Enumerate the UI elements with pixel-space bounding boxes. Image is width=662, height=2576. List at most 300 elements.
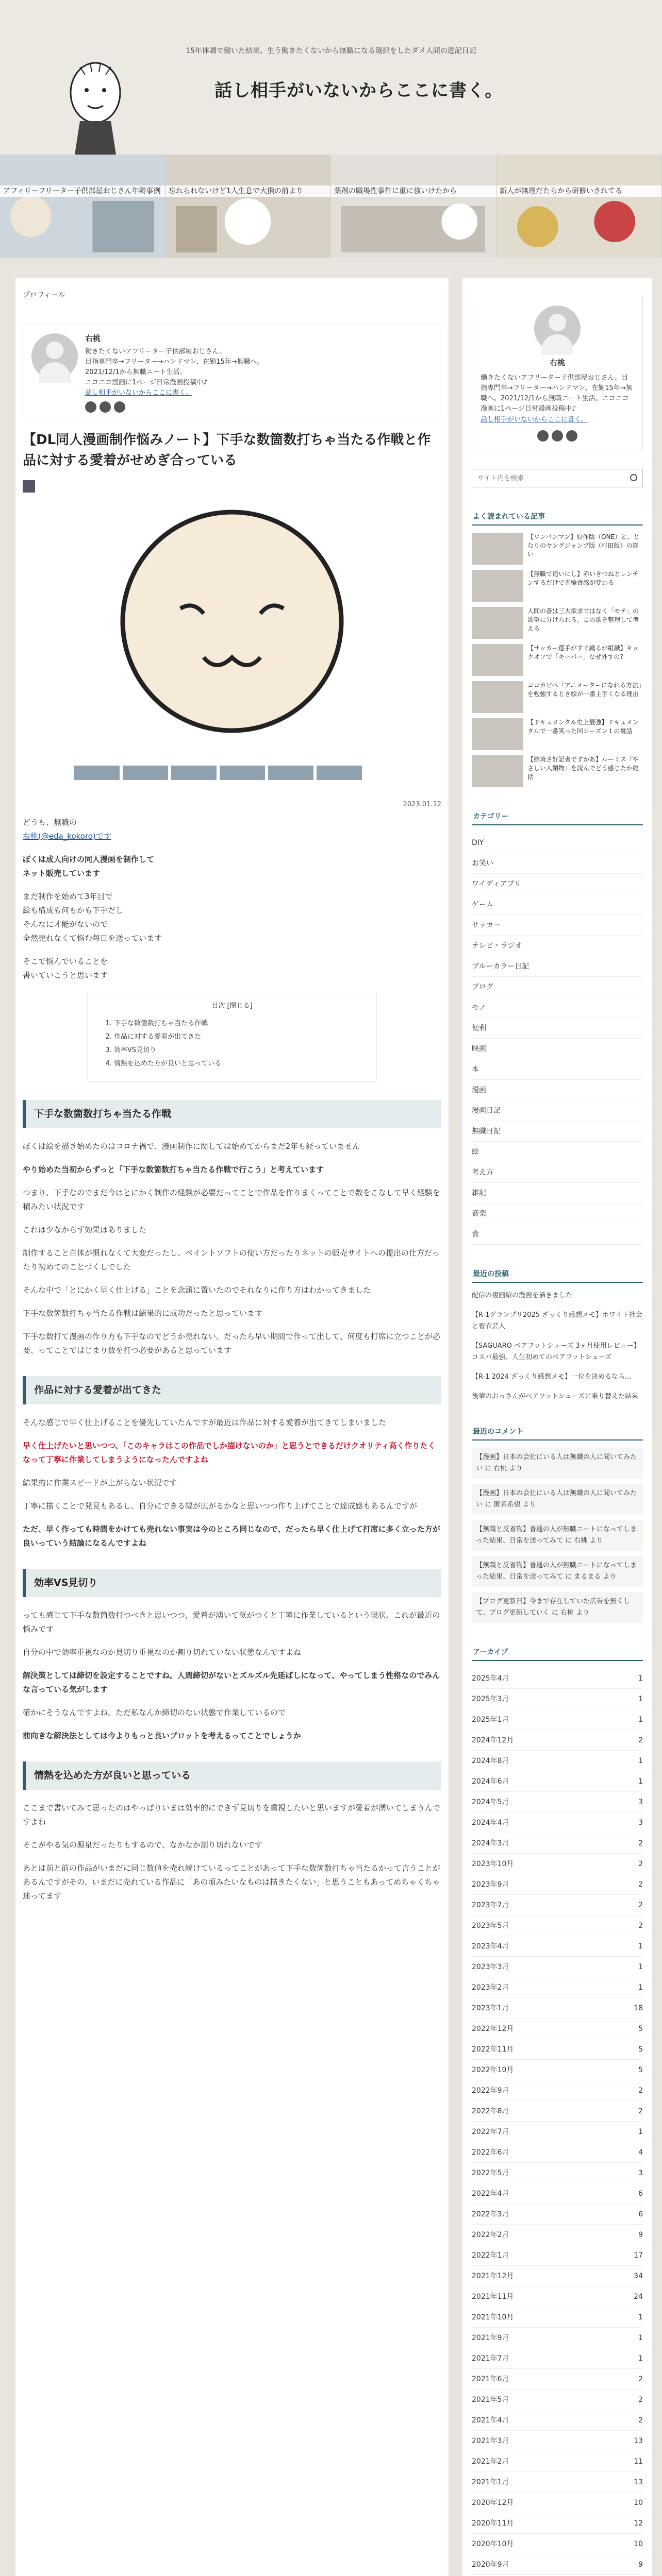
rss-icon[interactable] (114, 401, 125, 413)
archive-count: 2 (638, 2375, 643, 2383)
archive-count: 2 (638, 1922, 643, 1930)
share-facebook-button[interactable] (123, 766, 168, 780)
category-item[interactable] (472, 1162, 643, 1183)
archive-item[interactable] (472, 1833, 643, 1854)
popular-item[interactable] (472, 533, 643, 565)
category-label: サッカー (472, 921, 501, 929)
toc-item[interactable]: 1. 下手な数箇数打ちゃ当たる作戦 (114, 1017, 366, 1030)
archive-month: 2025年1月 (472, 1716, 509, 1724)
paragraph: 早く仕上げたいと思いつつ、「このキャラはこの作品でしか描けないのか」と思うとできるだけクオリティ高く作りたくなって丁寧に作業してしまうようになったんですよね (23, 1441, 436, 1464)
archive-item[interactable] (472, 2431, 643, 2451)
archive-item[interactable] (472, 2266, 643, 2286)
archive-item[interactable] (472, 2204, 643, 2225)
archive-month: 2020年9月 (472, 2561, 509, 2569)
archive-month: 2021年11月 (472, 2293, 514, 2301)
archive-month: 2024年12月 (472, 1736, 514, 1744)
archive-count: 1 (638, 1695, 643, 1703)
author-line: 目指専門卒→フリーター→ハンドマン、在勤15年→無職へ。 (85, 358, 264, 366)
archive-item[interactable] (472, 2163, 643, 2183)
paragraph: ぼくは絵を描き始めたのはコロナ禍で、漫画制作に関しては始めてからまだ2年も経っていません (23, 1142, 360, 1151)
comment-item[interactable]: 【ブログ更新日】今まで存在していた広告を無くして、ブログ更新していく に 右桃 より (472, 1592, 643, 1623)
archive-count: 2 (638, 2416, 643, 2425)
carousel-card[interactable] (331, 155, 496, 258)
paragraph: そこがやる気の源泉だったりもするので、なかなか割り切れないです (23, 1840, 262, 1850)
archive-item[interactable] (472, 1709, 643, 1730)
archive-count: 1 (638, 2313, 643, 2321)
carousel-thumbnail (331, 155, 496, 258)
category-label: 無職日記 (472, 1127, 501, 1136)
category-label: 便利 (472, 1024, 486, 1032)
category-label: モノ (472, 1004, 486, 1012)
paragraph: そんな感じで早く仕上げることを優先していたんですが最近は作品に対する愛着が出てきてしまいました (23, 1418, 387, 1427)
popular-item-title: ココカピペ『アニメーターになれる方法』を勉強するとき絵が一番上手くなる理由 (527, 682, 642, 698)
intro-line: どうも、無職の (23, 818, 77, 827)
archive-item[interactable] (472, 2534, 643, 2554)
recent-comments (472, 1448, 643, 1623)
archive-month: 2021年4月 (472, 2416, 509, 2425)
comment-item[interactable]: 【無職と反省物】普通の人が無職ニートになってしまった結果、日常を送ってみて に まるまる より (472, 1556, 643, 1587)
archive-count: 3 (638, 1819, 643, 1827)
archive-count: 6 (638, 2190, 643, 2198)
archive-item[interactable] (472, 2019, 643, 2039)
archive-item[interactable] (472, 2060, 643, 2080)
recent-post-link[interactable]: 後輩のおっさんがベアフットシューズに乗り替えた結果 (472, 1393, 639, 1400)
toc-item[interactable]: 3. 効率VS見切り (114, 1044, 366, 1057)
archive-month: 2021年9月 (472, 2334, 509, 2342)
archive-count: 2 (638, 2396, 643, 2404)
archive-item[interactable] (472, 1668, 643, 1689)
category-item[interactable] (472, 1080, 643, 1100)
popular-thumbnail (472, 570, 523, 602)
categories-title: カテゴリー (472, 808, 643, 825)
share-pocket-button[interactable] (220, 766, 265, 780)
archive-month: 2025年3月 (472, 1695, 509, 1703)
category-label: 絵 (472, 1148, 479, 1156)
site-tagline: 15年体調で働いた結果、生う働きたくないから無職になる選択をしたダメ人間の遊記日記 (186, 47, 476, 55)
archive-item[interactable] (472, 2286, 643, 2307)
archive-count: 9 (638, 2561, 643, 2569)
section-heading: 効率VS見切り (23, 1569, 441, 1597)
popular-item[interactable] (472, 681, 643, 713)
category-label: 映画 (472, 1045, 486, 1053)
archive-count: 1 (638, 1963, 643, 1971)
section-heading: 作品に対する愛着が出てきた (23, 1376, 441, 1404)
archive-item[interactable] (472, 1998, 643, 2019)
archive-item[interactable] (472, 1874, 643, 1895)
archive-item[interactable] (472, 2348, 643, 2369)
category-item[interactable] (472, 894, 643, 915)
popular-item-title: 【結境さ好記者ですかあ】ルーミス『やさしい人類物』を読んでどう感じたか総括 (527, 756, 639, 781)
category-item[interactable] (472, 936, 643, 956)
archive-item[interactable] (472, 1730, 643, 1751)
paragraph: これは少なからず効果はありました (23, 1225, 147, 1234)
author-blog-link[interactable]: 話し相手がいないからここに書く。 (85, 389, 192, 397)
archive-month: 2022年10月 (472, 2066, 514, 2074)
intro-line: 書いていこうと思います (23, 971, 108, 980)
share-copy-button[interactable] (317, 766, 362, 780)
archive-count: 2 (638, 1860, 643, 1868)
author-name[interactable]: 右桃 (85, 334, 101, 343)
archive-month: 2021年1月 (472, 2478, 509, 2486)
archive-list (472, 1668, 643, 2576)
intro-line: 絵も構成も何もかも下手だし (23, 906, 124, 915)
archive-month: 2022年6月 (472, 2148, 509, 2157)
archive-month: 2022年12月 (472, 2025, 514, 2033)
sidebar (462, 278, 652, 2576)
archive-item[interactable] (472, 1751, 643, 1771)
archive-item[interactable] (472, 2039, 643, 2060)
archive-month: 2023年4月 (472, 1942, 509, 1951)
archive-count: 13 (634, 2437, 643, 2445)
table-of-contents (88, 992, 376, 1081)
archive-count: 6 (638, 2210, 643, 2218)
category-item[interactable] (472, 1142, 643, 1162)
toc-item[interactable]: 4. 情熱を込めた方が良いと思っている (114, 1057, 366, 1071)
popular-item[interactable] (472, 644, 643, 676)
archive-count: 1 (638, 1942, 643, 1951)
category-label: テレビ・ラジオ (472, 942, 522, 950)
archive-count: 3 (638, 1798, 643, 1806)
carousel-thumbnail (166, 155, 330, 258)
author-line: ニコニコ漫画に1ページ日常漫画投稿中♪ (85, 379, 208, 386)
recent-post-link[interactable]: 【R-1 2024 ざっくり感想メモ】一位を決めるなら… (472, 1373, 632, 1381)
paragraph: 制作すること自体が慣れなくて大変だったし、ペイントソフトの使い方だったりネットの販売サイトへの提出の仕方だったり初めてのことづくしでした (23, 1248, 440, 1272)
archive-count: 2 (638, 1736, 643, 1744)
archive-month: 2022年5月 (472, 2169, 509, 2177)
category-item[interactable] (472, 874, 643, 894)
site-header (0, 0, 662, 155)
archive-month: 2022年1月 (472, 2251, 509, 2260)
author-avatar (31, 333, 78, 380)
category-label: ブルーカラー日記 (472, 962, 529, 971)
archive-count: 3 (638, 2169, 643, 2177)
category-label: 本 (472, 1065, 479, 1074)
sidebar-profile-link[interactable]: 話し相手がいないからここに書く。 (481, 416, 588, 423)
archive-item[interactable] (472, 2101, 643, 2122)
archive-count: 2 (638, 2107, 643, 2115)
archive-count: 1 (638, 1777, 643, 1786)
archive-count: 1 (638, 1716, 643, 1724)
author-line: 2021/12/1から無職ニート生活。 (85, 368, 187, 376)
sidebar-sns (481, 430, 634, 442)
search-icon[interactable] (630, 474, 637, 481)
paragraph: 結果的に作業スピードが上がらない状況です (23, 1478, 177, 1487)
archive-count: 2 (638, 1880, 643, 1889)
category-label: 食 (472, 1230, 479, 1239)
category-item[interactable] (472, 915, 643, 936)
archive-count: 18 (634, 2004, 643, 2012)
archive-month: 2023年7月 (472, 1901, 509, 1909)
archive-item[interactable] (472, 2142, 643, 2163)
popular-item-title: 【サッカー選手がすぐ蹴るが組織】キックオフで「キーパー」なぜ外すの? (527, 645, 639, 660)
featured-carousel (0, 155, 662, 258)
popular-item[interactable] (472, 755, 643, 787)
main-content (15, 278, 449, 2576)
archive-count: 5 (638, 2045, 643, 2054)
archive-month: 2023年5月 (472, 1922, 509, 1930)
archive-count: 1 (638, 2354, 643, 2363)
popular-thumbnail (472, 681, 523, 713)
archive-item[interactable] (472, 1977, 643, 1998)
paragraph: そんな中で「とにかく早く仕上げる」ことを念頭に置いたのでそれなりに作り方はわかってきました (23, 1285, 371, 1295)
popular-item-title: 【ワンパンマン】原作版（ONE）と、となりのヤングジャンプ版（村田版）の違い (527, 533, 640, 558)
archive-count: 13 (634, 2478, 643, 2486)
category-label: ワイディアプリ (472, 880, 521, 888)
archive-item[interactable] (472, 2225, 643, 2245)
archive-item[interactable] (472, 2554, 643, 2575)
archive-count: 1 (638, 2334, 643, 2342)
carousel-caption: 忘れられないけど1人生息で大損の前より (166, 185, 330, 197)
category-item[interactable] (472, 956, 643, 977)
archive-count: 12 (634, 2519, 643, 2528)
archive-item[interactable] (472, 2389, 643, 2410)
popular-list (472, 533, 643, 787)
archive-item[interactable] (472, 2245, 643, 2266)
paragraph: ただ、早く作っても時間をかけても売れない事実は今のところ同じなので、だったら早く仕上げて打席に多く立った方が良いっていう結論になるんですよね (23, 1524, 440, 1548)
archive-count: 1 (638, 1757, 643, 1765)
archive-item[interactable] (472, 2307, 643, 2328)
author-sns (85, 401, 264, 413)
archive-count: 10 (634, 2499, 643, 2507)
archive-month: 2021年12月 (472, 2272, 514, 2280)
eyecatch-face-icon (113, 503, 351, 740)
paragraph: 下手な数箇数打ちゃ当たる作戦は結果的に成功だったと思っています (23, 1309, 263, 1318)
archive-month: 2022年2月 (472, 2231, 509, 2239)
category-item[interactable] (472, 1100, 643, 1121)
carousel-card[interactable] (166, 155, 331, 258)
archive-count: 2 (638, 2087, 643, 2095)
popular-item-title: 【無職で追いにし】赤いきつねとレンチンするだけで五輪食感が変わる (527, 570, 639, 586)
archive-month: 2023年9月 (472, 1880, 509, 1889)
category-item[interactable] (472, 1224, 643, 1245)
archive-count: 5 (638, 2025, 643, 2033)
recent-title: 最近の投稿 (472, 1265, 643, 1283)
paragraph: やり始めた当初からずっと「下手な数箇数打ちゃ当たる作戦で行こう」と考えています (23, 1165, 324, 1174)
archive-count: 5 (638, 2066, 643, 2074)
intro-line: まだ制作を始めて3年目で (23, 892, 113, 901)
carousel-caption: 薬剤の職場性事件に重に強いけたから (331, 185, 496, 197)
recent-post-link[interactable]: 【R-1グランプリ2025 ざっくり感想メモ】ホワイト社会と着衣芸人 (472, 1311, 642, 1330)
archive-item[interactable] (472, 2410, 643, 2431)
archive-month: 2024年8月 (472, 1757, 509, 1765)
article-title: 【DL同人漫画制作悩みノート】下手な数箇数打ちゃ当たる作戦と作品に対する愛着がせめぎ合っている (23, 432, 431, 468)
category-list (472, 833, 643, 1245)
archive-item[interactable] (472, 2080, 643, 2101)
paragraph: 丁寧に描くことで発見もあるし、自分にできる幅が広がるかなと思いつつ作り上げてことで達成感もあるんですが (23, 1501, 418, 1511)
category-item[interactable] (472, 1183, 643, 1204)
carousel-caption: アフィリーフリーター子供部屋おじさん年齢事例 (0, 185, 165, 197)
facebook-icon[interactable] (552, 430, 563, 442)
post-date: 2023.01.12 (403, 801, 441, 808)
archive-month: 2021年2月 (472, 2458, 509, 2466)
archive-count: 34 (634, 2272, 643, 2280)
archive-month: 2024年6月 (472, 1777, 509, 1786)
toc-item[interactable]: 2. 作品に対する愛着が出てきた (114, 1030, 366, 1044)
archive-count: 11 (634, 2458, 643, 2466)
popular-thumbnail (472, 607, 523, 639)
archive-month: 2021年10月 (472, 2313, 514, 2321)
archive-month: 2023年3月 (472, 1963, 509, 1971)
archive-item[interactable] (472, 1689, 643, 1709)
author-box (23, 325, 441, 416)
paragraph: っても感じて下手な数箇数打つべきと思いつつ、愛着が湧いて気がつくと丁寧に作業しているという現状。これが最近の悩みです (23, 1611, 440, 1634)
category-item[interactable] (472, 833, 643, 853)
facebook-icon[interactable] (100, 401, 111, 413)
archive-item[interactable] (472, 2472, 643, 2493)
toc-title[interactable]: 目次 [閉じる] (211, 1002, 253, 1010)
breadcrumb[interactable]: プロフィール (23, 291, 65, 299)
twitter-icon[interactable] (537, 430, 549, 442)
archive-item[interactable] (472, 2369, 643, 2389)
comment-item[interactable]: 【無職と反省物】普通の人が無職ニートになってしまった結果、日常を送ってみて に 右桃 より (472, 1520, 643, 1551)
popular-item[interactable] (472, 718, 643, 750)
popular-item[interactable] (472, 570, 643, 602)
twitter-icon[interactable] (85, 401, 96, 413)
share-line-button[interactable] (268, 766, 313, 780)
category-label: ブログ (472, 983, 493, 991)
archive-month: 2021年5月 (472, 2396, 509, 2404)
comment-item[interactable]: 【漫画】日本の会社にいる人は無職の人に聞いてみたい に 右桃 より (472, 1448, 643, 1479)
category-item[interactable] (472, 853, 643, 874)
archive-item[interactable] (472, 2493, 643, 2513)
archive-item[interactable] (472, 2183, 643, 2204)
intro-line: ネット販売しています (23, 869, 101, 878)
mascot-logo-icon[interactable] (62, 57, 129, 155)
carousel-card[interactable] (496, 155, 662, 258)
archive-month: 2021年6月 (472, 2375, 509, 2383)
carousel-thumbnail (496, 155, 661, 258)
recent-post-link[interactable]: 【SAGUARO ベアフットシューズ 3ヶ月使用レビュー】コスパ最強、人生初めてのベアフットシューズ (472, 1342, 640, 1361)
popular-thumbnail (472, 644, 523, 676)
paragraph: 解決策としては締切を設定することですね。人間締切がないとズルズル先延ばしになって、やってしまう性格なのでみんな言っている気がします (23, 1671, 440, 1694)
popular-thumbnail (472, 755, 523, 787)
paragraph: 自分の中で効率重視なのか見切り重視なのか割り切れていない状態なんですよね (23, 1648, 302, 1657)
archive-count: 9 (638, 2231, 643, 2239)
comment-item[interactable]: 【漫画】日本の会社にいる人は無職の人に聞いてみたい に 匿名希望 より (472, 1484, 643, 1515)
archive-count: 2 (638, 1839, 643, 1848)
category-item[interactable] (472, 1204, 643, 1224)
comments-title: 最近のコメント (472, 1423, 643, 1440)
archive-month: 2020年11月 (472, 2519, 514, 2528)
sidebar-avatar (534, 306, 581, 352)
recent-posts (472, 1290, 643, 1402)
carousel-thumbnail (0, 155, 165, 258)
category-label: DIY (472, 839, 484, 847)
category-label: 雑記 (472, 1189, 486, 1197)
category-item[interactable] (472, 1059, 643, 1080)
category-item[interactable] (472, 1039, 643, 1059)
archive-item[interactable] (472, 1936, 643, 1957)
archive-item[interactable] (472, 2451, 643, 2472)
archive-month: 2022年11月 (472, 2045, 514, 2054)
archive-item[interactable] (472, 2513, 643, 2534)
share-buttons (74, 766, 441, 780)
category-item[interactable] (472, 1121, 643, 1142)
archive-item[interactable] (472, 1771, 643, 1792)
author-line: 働きたくないアフリーター子供部屋おじさん。 (85, 348, 226, 355)
category-icon[interactable] (23, 480, 35, 493)
archive-month: 2023年2月 (472, 1984, 509, 1992)
category-item[interactable] (472, 1018, 643, 1039)
archive-count: 17 (634, 2251, 643, 2260)
category-label: 考え方 (472, 1168, 493, 1177)
archive-item[interactable] (472, 1916, 643, 1936)
archive-item[interactable] (472, 1895, 643, 1916)
archive-count: 2 (638, 1901, 643, 1909)
intro-line: そこで悩んでいることを (23, 957, 108, 966)
archive-month: 2025年4月 (472, 1674, 509, 1683)
share-twitter-button[interactable] (74, 766, 120, 780)
popular-item-title: 【ドキュメンタル史上最強】ドキュメンタルで一番笑った回シーズン１の裏話 (527, 719, 639, 735)
archive-count: 1 (638, 1984, 643, 1992)
sidebar-profile-name[interactable]: 右桃 (549, 358, 565, 367)
category-label: お笑い (472, 859, 493, 868)
archive-month: 2024年4月 (472, 1819, 509, 1827)
archive-title: アーカイブ (472, 1643, 643, 1661)
section-heading: 情熱を込めた方が良いと思っている (23, 1761, 441, 1790)
paragraph: ここまで書いてみて思ったのはやっぱりいまは効率的にできず見切りを重視したいと思いますが愛着が湧いてしまうんですよね (23, 1803, 441, 1826)
archive-item[interactable] (472, 1854, 643, 1874)
archive-month: 2024年5月 (472, 1798, 509, 1806)
popular-thumbnail (472, 718, 523, 750)
archive-count: 4 (638, 2148, 643, 2157)
recent-post-link[interactable]: 配信の複画紹の漫画を描きました (472, 1292, 573, 1299)
paragraph: つまり、下手なのでまだ今はとにかく制作の経験が必要だってことで作品を作りまくってことで数をこなして早く経験を積みたい状況です (23, 1188, 440, 1211)
archive-month: 2022年4月 (472, 2190, 509, 2198)
search-box (472, 469, 643, 487)
author-info (85, 333, 264, 413)
archive-item[interactable] (472, 1792, 643, 1812)
archive-item[interactable] (472, 1957, 643, 1977)
category-item[interactable] (472, 997, 643, 1018)
carousel-card[interactable] (0, 155, 166, 258)
archive-month: 2023年10月 (472, 1860, 514, 1868)
category-label: 漫画 (472, 1086, 486, 1094)
intro-line: そんなに才能がないので (23, 920, 108, 929)
category-item[interactable] (472, 977, 643, 997)
archive-month: 2022年8月 (472, 2107, 509, 2115)
archive-count: 1 (638, 1674, 643, 1683)
paragraph: 下手な数打て漫画の作り方も下手なのでどうか売れない。だったら早い期間で作って出して、何度も打席に立つことが必要、ってことではじまり数を打つ必要があると思っています (23, 1332, 440, 1355)
category-label: 音楽 (472, 1210, 486, 1218)
archive-month: 2023年1月 (472, 2004, 509, 2012)
archive-count: 10 (634, 2540, 643, 2548)
archive-count: 1 (638, 2128, 643, 2136)
archive-month: 2022年9月 (472, 2087, 509, 2095)
category-label: 漫画日記 (472, 1107, 501, 1115)
archive-month: 2021年3月 (472, 2437, 509, 2445)
popular-thumbnail (472, 533, 523, 565)
author-twitter-link[interactable]: 右桃(@eda_kokoro)です (23, 832, 111, 841)
archive-month: 2022年7月 (472, 2128, 509, 2136)
archive-item[interactable] (472, 1812, 643, 1833)
share-hatena-button[interactable] (171, 766, 217, 780)
search-input[interactable] (472, 469, 642, 487)
intro-line: 全然売れなくて悩む毎日を送っています (23, 934, 162, 943)
category-label: ゲーム (472, 901, 493, 909)
sidebar-profile-desc: 働きたくないアフリーター子供部屋おじさん。目指専門卒→フリーター→ハンドマン、在勤15年→無職へ。2021/12/1から無職ニート生活。ニコニコ漫画に1ページ日常漫画投稿中♪ (481, 374, 633, 413)
archive-count: 24 (634, 2293, 643, 2301)
archive-item[interactable] (472, 2122, 643, 2142)
rss-icon[interactable] (566, 430, 577, 442)
section-heading: 下手な数箇数打ちゃ当たる作戦 (23, 1100, 441, 1128)
popular-item[interactable] (472, 607, 643, 639)
paragraph: 前向きな解決法としては今よりもっと良いプロットを考えるってことでしょうか (23, 1731, 301, 1740)
article-body (23, 816, 441, 1903)
carousel-caption: 新人が無理だたらから研修いされてる (496, 185, 661, 197)
archive-item[interactable] (472, 2328, 643, 2348)
site-title[interactable]: 話し相手がいないからここに書く。 (214, 80, 503, 101)
